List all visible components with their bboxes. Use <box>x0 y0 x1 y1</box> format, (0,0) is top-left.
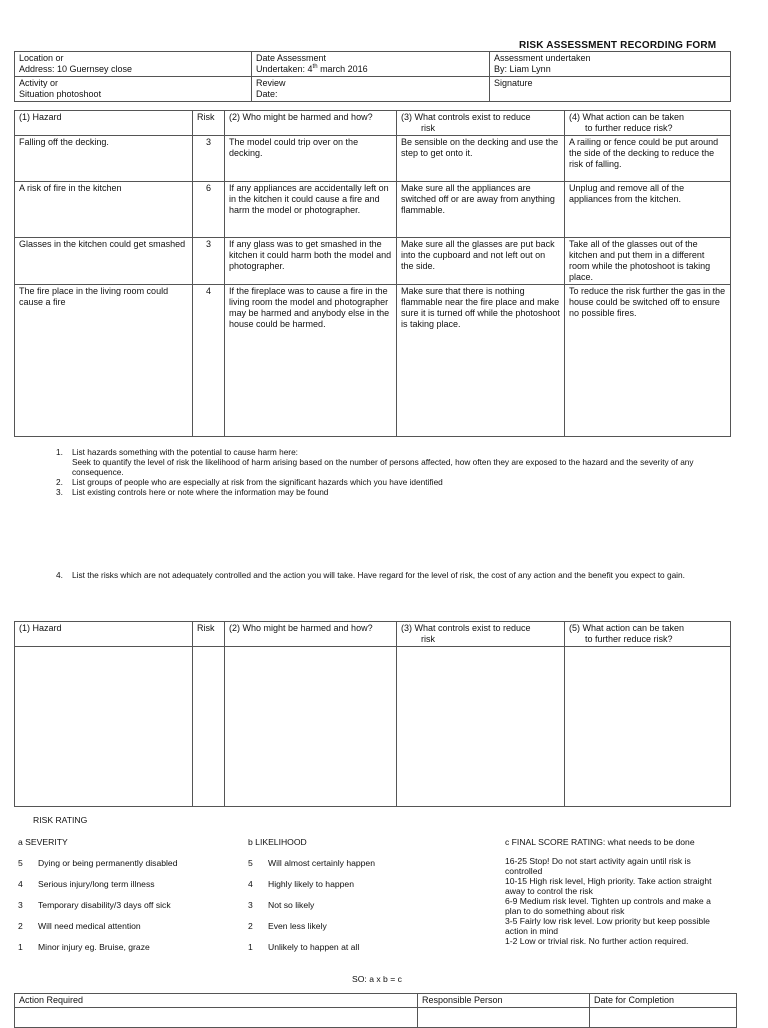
location-cell <box>15 52 252 77</box>
instruction-item: 3. List existing controls here or note where the information may be found <box>56 487 329 497</box>
instruction-item-4: 4. List the risks which are not adequately controlled and the action you will take. Have regard for the level of risk, the cost of any action and the benefit you expect to gain. <box>56 570 685 580</box>
uncontrolled-risks-table <box>14 621 731 807</box>
date-for-completion-header: Date for Completion <box>590 994 737 1008</box>
instruction-item: 2. List groups of people who are especially at risk from the significant hazards which you have identified <box>56 477 443 487</box>
action-table <box>14 993 737 1028</box>
risk-cell[interactable] <box>193 647 225 807</box>
severity-column <box>18 837 238 963</box>
table-row-empty <box>15 647 731 807</box>
location-label: Location or <box>19 53 64 63</box>
address-value: Address: 10 Guernsey close <box>19 64 133 74</box>
severity-item: 4 Serious injury/long term illness <box>18 879 155 889</box>
final-score-item: 6-9 Medium risk level. Tighten up controls and make a plan to do something about risk <box>505 896 711 916</box>
controls-cell: Make sure all the appliances are switched off or are away from anything flammable. <box>397 182 565 238</box>
col-who-header: (2) Who might be harmed and how? <box>225 622 397 647</box>
responsible-person-header: Responsible Person <box>418 994 590 1008</box>
action-required-header: Action Required <box>15 994 418 1008</box>
col-hazard-header: (1) Hazard <box>15 622 193 647</box>
controls-cell: Make sure that there is nothing flammable near the fire place and make sure it is turned off while the photoshoot is taking place. <box>397 285 565 437</box>
table-row <box>15 136 731 182</box>
col-hazard-header: (1) Hazard <box>15 111 193 136</box>
action-cell: Take all of the glasses out of the kitchen and put them in a different room while the photoshoot is taking place. <box>565 238 731 285</box>
table-row <box>15 285 731 437</box>
severity-item: 5 Dying or being permanently disabled <box>18 858 178 868</box>
likelihood-item: 3 Not so likely <box>248 900 315 910</box>
action-cell: A railing or fence could be put around the side of the decking to reduce the risk of falling. <box>565 136 731 182</box>
table2-header <box>15 622 731 647</box>
hazard-table-header <box>15 111 731 136</box>
action-cell: Unplug and remove all of the appliances from the kitchen. <box>565 182 731 238</box>
signature-label: Signature <box>494 78 533 88</box>
final-score-item: 16-25 Stop! Do not start activity again until risk is controlled <box>505 856 691 876</box>
final-score-column <box>505 837 725 946</box>
col-who-header: (2) Who might be harmed and how? <box>225 111 397 136</box>
assessment-undertaken-label: Assessment undertaken <box>494 53 591 63</box>
final-score-item: 1-2 Low or trivial risk. No further action required. <box>505 936 689 946</box>
severity-item: 1 Minor injury eg. Bruise, graze <box>18 942 150 952</box>
hazard-table <box>14 110 731 437</box>
hazard-cell: A risk of fire in the kitchen <box>15 182 193 238</box>
col-risk-header: Risk <box>193 111 225 136</box>
col-controls-header: (3) What controls exist to reduce risk <box>397 111 565 136</box>
who-cell: If any appliances are accidentally left on in the kitchen it could cause a fire and harm the model or photographer. <box>225 182 397 238</box>
likelihood-column <box>248 837 468 963</box>
who-cell[interactable] <box>225 647 397 807</box>
likelihood-item: 2 Even less likely <box>248 921 327 931</box>
date-for-completion-cell[interactable] <box>590 1008 737 1028</box>
formula: SO: a x b = c <box>352 974 402 984</box>
action-cell[interactable] <box>565 647 731 807</box>
risk-cell: 3 <box>193 238 225 285</box>
activity-cell <box>15 77 252 102</box>
controls-cell: Be sensible on the decking and use the step to get onto it. <box>397 136 565 182</box>
likelihood-item: 1 Unlikely to happen at all <box>248 942 360 952</box>
table-row <box>15 182 731 238</box>
date-assessment-label: Date Assessment <box>256 53 327 63</box>
likelihood-item: 5 Will almost certainly happen <box>248 858 375 868</box>
severity-title: a SEVERITY <box>18 837 68 847</box>
assessor-cell <box>490 52 731 77</box>
hazard-cell[interactable] <box>15 647 193 807</box>
col-action-header: (4) What action can be taken to further reduce risk? <box>565 111 731 136</box>
form-title: RISK ASSESSMENT RECORDING FORM <box>519 40 717 51</box>
hazard-cell: Glasses in the kitchen could get smashed <box>15 238 193 285</box>
risk-rating-title: RISK RATING <box>33 815 88 825</box>
instructions-list <box>56 447 736 497</box>
final-score-item: 3-5 Fairly low risk level. Low priority but keep possible action in mind <box>505 916 710 936</box>
col-controls-header: (3) What controls exist to reduce risk <box>397 622 565 647</box>
controls-cell[interactable] <box>397 647 565 807</box>
who-cell: If any glass was to get smashed in the kitchen it could harm both the model and photographer. <box>225 238 397 285</box>
instruction-item: 1. List hazards something with the potential to cause harm here: <box>56 447 298 457</box>
activity-label: Activity or <box>19 78 59 88</box>
assessment-header-table <box>14 51 731 102</box>
situation-value: Situation photoshoot <box>19 89 102 99</box>
likelihood-item: 4 Highly likely to happen <box>248 879 354 889</box>
risk-cell: 6 <box>193 182 225 238</box>
review-cell <box>252 77 490 102</box>
risk-cell: 3 <box>193 136 225 182</box>
final-score-item: 10-15 High risk level, High priority. Take action straight away to control the risk <box>505 876 712 896</box>
table-row <box>15 238 731 285</box>
hazard-cell: Falling off the decking. <box>15 136 193 182</box>
who-cell: If the fireplace was to cause a fire in the living room the model and photographer may be harmed and anybody else in the house could be harmed. <box>225 285 397 437</box>
col-risk-header: Risk <box>193 622 225 647</box>
review-date-label: Date: <box>256 89 278 99</box>
date-assessment-cell <box>252 52 490 77</box>
final-score-title: c FINAL SCORE RATING: what needs to be done <box>505 837 695 847</box>
signature-cell <box>490 77 731 102</box>
controls-cell: Make sure all the glasses are put back into the cupboard and not left out on the side. <box>397 238 565 285</box>
hazard-cell: The fire place in the living room could cause a fire <box>15 285 193 437</box>
undertaken-date: Undertaken: 4th march 2016 <box>256 64 368 74</box>
review-label: Review <box>256 78 286 88</box>
likelihood-title: b LIKELIHOOD <box>248 837 307 847</box>
action-required-cell[interactable] <box>15 1008 418 1028</box>
risk-cell: 4 <box>193 285 225 437</box>
severity-item: 2 Will need medical attention <box>18 921 141 931</box>
action-cell: To reduce the risk further the gas in the house could be switched off to ensure no possible fires. <box>565 285 731 437</box>
col-action-header: (5) What action can be taken to further reduce risk? <box>565 622 731 647</box>
severity-item: 3 Temporary disability/3 days off sick <box>18 900 171 910</box>
instruction-subtext: Seek to quantify the level of risk the likelihood of harm arising based on the number of persons affected, how often they are exposed to the hazard and the severity of any consequence. <box>72 457 694 477</box>
assessor-name: By: Liam Lynn <box>494 64 551 74</box>
who-cell: The model could trip over on the decking. <box>225 136 397 182</box>
responsible-person-cell[interactable] <box>418 1008 590 1028</box>
